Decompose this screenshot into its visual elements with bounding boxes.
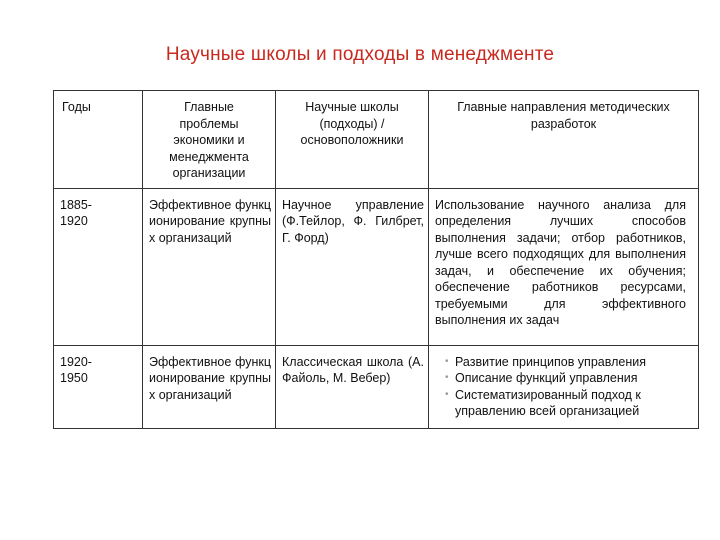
- cell-problems: Эффективное функционирование крупных организаций: [143, 188, 276, 345]
- table-row: [54, 188, 699, 345]
- bullet-icon: •: [445, 388, 449, 400]
- schools-table: [53, 90, 699, 429]
- header-problems: Главные проблемы экономики и менеджмента организации: [143, 91, 276, 189]
- cell-problems: Эффективное функционирование крупных организаций: [143, 345, 276, 428]
- cell-schools: Классическая школа (А. Файоль, М. Вебер): [276, 345, 429, 428]
- page-title: Научные школы и подходы в менеджменте: [165, 44, 555, 65]
- cell-years: 1885-1920: [54, 188, 143, 345]
- bullet-icon: •: [445, 372, 449, 383]
- list-item: • Развитие принципов управления: [445, 354, 646, 369]
- list-item: • Описание функций управления: [445, 371, 638, 385]
- cell-directions: [429, 345, 699, 428]
- cell-years: 1920-1950: [54, 345, 143, 428]
- table-row: [54, 345, 699, 428]
- header-directions: Главные направления методических разработок: [429, 91, 699, 189]
- directions-list: [441, 354, 694, 420]
- cell-directions: Использование научного анализа для определения лучших способов выполнения задачи; отбор работников, лучше всего подходящих для выполнения задач, и обеспечение их обучения; обеспечение работников ресурсами, требуемыми для эффективного выполнения их задач: [429, 188, 699, 345]
- header-schools: Научные школы (подходы) /основоположники: [276, 91, 429, 189]
- table-header-row: [54, 91, 699, 189]
- bullet-icon: •: [445, 355, 449, 367]
- header-years: Годы: [54, 91, 143, 189]
- cell-schools: Научное управление (Ф.Тейлор, Ф. Гилбрет, Г. Форд): [276, 188, 429, 345]
- list-item: • Систематизированный подход к управлению всей организацией: [445, 387, 641, 418]
